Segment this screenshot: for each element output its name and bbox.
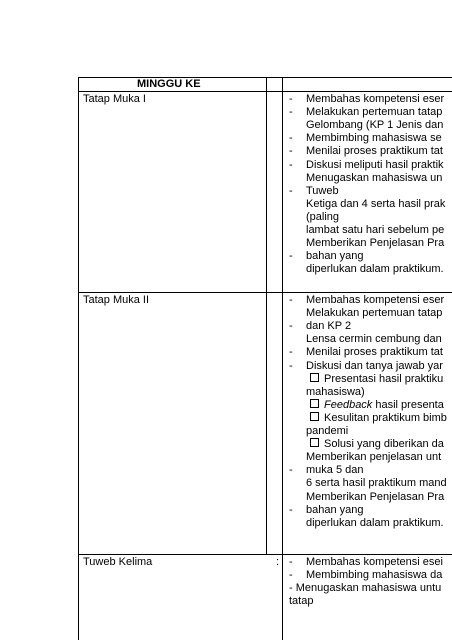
list-item-text: mahasiswa): [306, 385, 365, 398]
bullet-dash: -: [289, 106, 293, 119]
list-item-text: pandemi: [306, 425, 349, 437]
list-item: [306, 263, 444, 275]
list-item: [306, 320, 351, 332]
list-item-text: Lensa cermin cembung dan: [306, 333, 442, 346]
list-item: [310, 412, 447, 424]
list-item-text: Menilai proses praktikum tat: [306, 145, 443, 158]
list-item-text: Menilai proses praktikum tat: [306, 346, 443, 359]
list-item: [310, 373, 443, 385]
list-item: [306, 491, 444, 503]
list-item: [306, 477, 447, 489]
list-item-text: Kesulitan praktikum bimb: [324, 411, 447, 424]
list-item-text: Membahas kompetensi esei: [306, 556, 443, 568]
list-item: [306, 556, 443, 568]
bullet-dash: -: [289, 569, 293, 582]
italic-term: Feedback: [324, 398, 373, 411]
list-item-text: muka 5 dan: [306, 464, 364, 477]
bullet-dash: -: [289, 294, 293, 306]
bullet-dash: -: [289, 250, 293, 263]
list-item-text: (paling: [306, 210, 340, 223]
list-item-text: Membahas kompetensi eser: [306, 93, 445, 105]
table-left-border: [78, 77, 79, 640]
list-item-text: bahan yang: [306, 503, 364, 516]
row-label-tatap-muka-1: Tatap Muka I: [83, 93, 146, 105]
list-item: [289, 595, 313, 607]
checkbox-icon: [310, 373, 319, 382]
list-item: [306, 425, 348, 437]
list-item-text: Memberikan penjelasan unt: [306, 451, 442, 464]
list-item-text: Membimbing mahasiswa se: [306, 132, 442, 145]
bullet-dash: -: [289, 556, 293, 568]
list-item-text: bahan yang: [306, 250, 364, 263]
list-item-text: Membahas kompetensi eser: [306, 294, 445, 306]
list-item: [306, 360, 443, 372]
table-top-border: [78, 77, 452, 78]
list-item: [306, 132, 442, 144]
list-item-text: Melakukan pertemuan tatap: [306, 106, 443, 119]
bullet-dash: -: [289, 93, 293, 105]
row1-bottom-border: [78, 292, 452, 293]
bullet-dash: -: [289, 503, 293, 516]
list-item-text: diperlukan dalam praktikum.: [306, 516, 444, 529]
bullet-dash: -: [289, 320, 293, 333]
list-item: [306, 346, 443, 358]
list-item: [306, 237, 444, 249]
list-item: [306, 517, 444, 529]
row-colon: :: [276, 556, 280, 568]
bullet-dash: -: [289, 158, 293, 171]
row-label-tatap-muka-2: Tatap Muka II: [83, 294, 150, 306]
list-item-text: Presentasi hasil praktiku: [324, 372, 444, 385]
list-item: [306, 172, 442, 184]
list-item: [306, 333, 442, 345]
list-item: [306, 569, 442, 581]
list-item-text: Membimbing mahasiswa da: [306, 569, 443, 582]
list-item: [306, 119, 443, 131]
list-item: [306, 464, 363, 476]
checkbox-icon: [310, 438, 319, 447]
list-item-text: 6 serta hasil praktikum mand: [306, 477, 447, 490]
list-item-text: hasil presenta: [372, 398, 444, 411]
list-item-text: Gelombang (KP 1 Jenis dan: [306, 119, 444, 132]
list-item-text: lambat satu hari sebelum pe: [306, 224, 445, 236]
checkbox-icon: [310, 399, 319, 408]
list-item: [306, 106, 442, 118]
row-label-tuweb-kelima: Tuweb Kelima: [83, 556, 153, 568]
list-item: [306, 224, 444, 236]
list-item: [306, 145, 443, 157]
bullet-dash: -: [289, 145, 293, 158]
bullet-dash: -: [289, 464, 293, 477]
list-item-text: Menugaskan mahasiswa un: [306, 171, 443, 184]
list-item-text: Melakukan pertemuan tatap: [306, 307, 443, 320]
list-item: [310, 438, 444, 450]
list-item-text: diperlukan dalam praktikum.: [306, 263, 444, 276]
list-item: [306, 386, 365, 398]
list-item: [306, 198, 445, 210]
list-item-text: Diskusi dan tanya jawab yar: [306, 359, 443, 372]
list-item: [306, 294, 444, 306]
column-divider-1: [266, 77, 267, 555]
bullet-dash: -: [289, 359, 293, 372]
bullet-dash: -: [289, 132, 293, 145]
list-item-text: Diskusi meliputi hasil praktik: [306, 158, 444, 171]
list-item-text: Solusi yang diberikan da: [324, 438, 444, 451]
list-item-text: Tuweb: [306, 184, 339, 197]
list-item: [306, 307, 442, 319]
row2-bottom-border: [78, 554, 452, 555]
list-item-text: - Menugaskan mahasiswa untu: [289, 582, 442, 595]
list-item: [306, 504, 364, 516]
list-item: [306, 211, 339, 223]
list-item-text: Memberikan Penjelasan Pra: [306, 237, 445, 250]
list-item-text: Memberikan Penjelasan Pra: [306, 490, 445, 503]
list-item-text: tatap: [289, 595, 314, 608]
list-item: [306, 250, 364, 262]
list-item: [310, 399, 444, 411]
list-item: [289, 582, 441, 594]
list-item: [306, 185, 339, 197]
table-header: MINGGU KE: [137, 78, 201, 90]
column-divider-2: [282, 77, 283, 640]
header-bottom-border: [78, 91, 452, 92]
bullet-dash: -: [289, 346, 293, 359]
checkbox-icon: [310, 412, 319, 421]
list-item: [306, 451, 441, 463]
list-item: [306, 93, 444, 105]
bullet-dash: -: [289, 184, 293, 197]
list-item-text: dan KP 2: [306, 320, 352, 333]
list-item-text: Ketiga dan 4 serta hasil prak: [306, 197, 446, 210]
list-item: [306, 159, 444, 171]
